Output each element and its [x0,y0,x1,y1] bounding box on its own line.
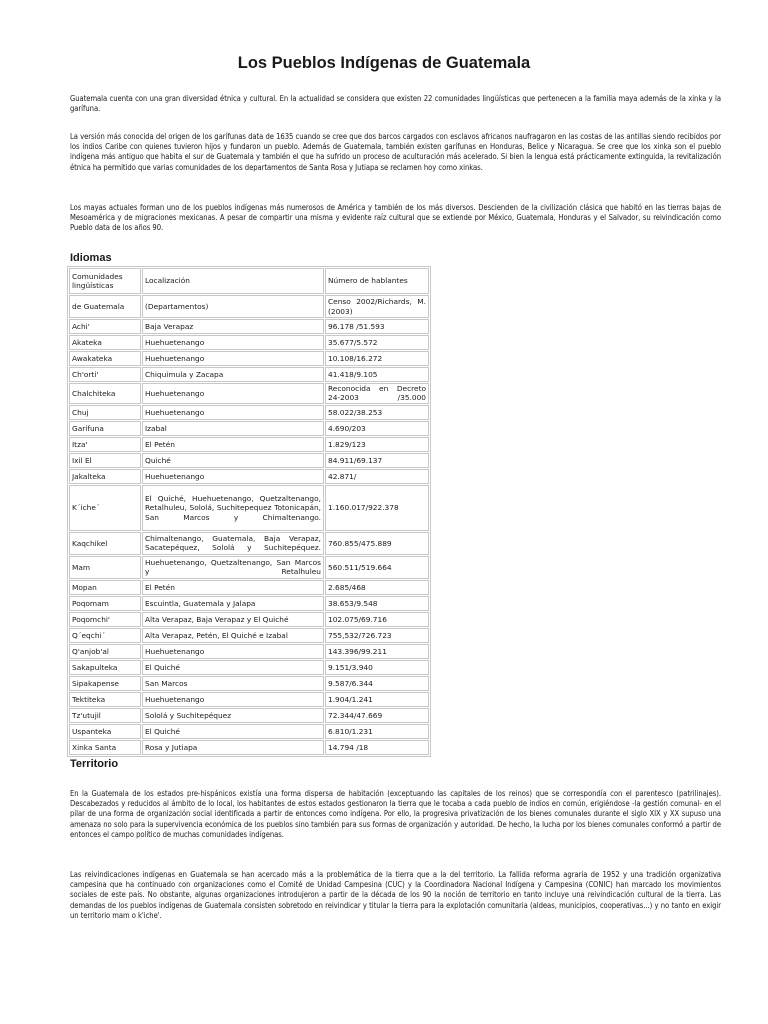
hablantes-cell: 72.344/47.669 [325,708,429,723]
comunidad-cell: Uspanteka [69,724,141,739]
localizacion-cell: Huehuetenango [142,335,324,350]
hablantes-cell: 143.396/99.211 [325,644,429,659]
comunidad-cell: Sipakapense [69,676,141,691]
localizacion-cell: Alta Verapaz, Petén, El Quiché e Izabal [142,628,324,643]
localizacion-cell: Huehuetenango [142,383,324,404]
table-row [69,485,429,531]
garifuna-paragraph: La versión más conocida del origen de los garífunas data de 1635 cuando se cree que dos barcos cargados con esclavos africanos naufragaron en las costas de las antillas siendo recibidos por los indios Caribe con quienes tuvieron hijos y fundaron un pueblo. Además de Guatemala, también existen garífunas en Honduras, Belice y Nicaragua. Se cree que los xinka son el pueblo indígena más antiguo que habita el sur de Guatemala y también el que ha sufrido un proceso de aculturación más acelerado. Si bien la lengua está prácticamente extinguida, la revitalización étnica ha permitido que varias comunidades de los departamentos de Santa Rosa y Jutiapa se reclamen hoy como xinkas. [70,132,721,172]
localizacion-cell: El Petén [142,437,324,452]
comunidad-cell: Q´eqchi´ [69,628,141,643]
localizacion-cell: El Quiché [142,724,324,739]
hablantes-cell: 560.511/519.664 [325,556,429,579]
table-row [69,676,429,691]
comunidad-cell: Poqomchi' [69,612,141,627]
table-row [69,437,429,452]
table-row [69,724,429,739]
intro-paragraph: Guatemala cuenta con una gran diversidad étnica y cultural. En la actualidad se considera que existen 22 comunidades lingüísticas que pertenecen a la familia maya además de la xinka y la garífuna. [70,94,721,114]
localizacion-cell: Huehuetenango [142,644,324,659]
hablantes-cell: 38.653/9.548 [325,596,429,611]
hablantes-cell: 1.160.017/922.378 [325,485,429,531]
header-cell-comunidades: Comunidades lingüísticas [69,268,141,294]
localizacion-cell: El Petén [142,580,324,595]
localizacion-cell: El Quiché, Huehuetenango, Quetzaltenango, Retalhuleu, Sololá, Suchitepequez Totonicapán, San Marcos y Chimaltenango. [142,485,324,531]
hablantes-cell: 1.829/123 [325,437,429,452]
table-row [69,367,429,382]
comunidad-cell: Awakateka [69,351,141,366]
table-row [69,421,429,436]
hablantes-cell: 760.855/475.889 [325,532,429,555]
hablantes-cell: 96.178 /51.593 [325,319,429,334]
table-row [69,335,429,350]
hablantes-cell: 42.871/ [325,469,429,484]
comunidad-cell: Kaqchikel [69,532,141,555]
comunidad-cell: Q'anjob'al [69,644,141,659]
header-cell-localizacion: Localización [142,268,324,294]
hablantes-cell: 2.685/468 [325,580,429,595]
table-row [69,556,429,579]
localizacion-cell: Alta Verapaz, Baja Verapaz y El Quiché [142,612,324,627]
comunidad-cell: K´iche´ [69,485,141,531]
table-row [69,469,429,484]
localizacion-cell: Escuintla, Guatemala y Jalapa [142,596,324,611]
localizacion-cell: Sololá y Suchitepéquez [142,708,324,723]
comunidad-cell: Ixil El [69,453,141,468]
localizacion-cell: San Marcos [142,676,324,691]
hablantes-cell: 41.418/9.105 [325,367,429,382]
hablantes-cell: 35.677/5.572 [325,335,429,350]
comunidad-cell: Mam [69,556,141,579]
localizacion-cell: Huehuetenango [142,692,324,707]
table-row [69,612,429,627]
comunidad-cell: Jakalteka [69,469,141,484]
comunidad-cell: Poqomam [69,596,141,611]
hablantes-cell: Censo 2002/Richards, M. (2003) [325,295,429,318]
localizacion-cell: Quiché [142,453,324,468]
comunidad-cell: Tektiteka [69,692,141,707]
table-row [69,351,429,366]
hablantes-cell: 4.690/203 [325,421,429,436]
table-row [69,644,429,659]
hablantes-cell: 9.587/6.344 [325,676,429,691]
table-row [69,383,429,404]
table-row [69,580,429,595]
hablantes-cell: 755,532/726.723 [325,628,429,643]
table-row [69,295,429,318]
comunidad-cell: de Guatemala [69,295,141,318]
localizacion-cell: Huehuetenango, Quetzaltenango, San Marcos y Retalhuleu [142,556,324,579]
localizacion-cell: Huehuetenango [142,351,324,366]
comunidad-cell: Akateka [69,335,141,350]
comunidad-cell: Achi' [69,319,141,334]
comunidad-cell: Mopan [69,580,141,595]
localizacion-cell: Chiquimula y Zacapa [142,367,324,382]
localizacion-cell: (Departamentos) [142,295,324,318]
hablantes-cell: 9.151/3.940 [325,660,429,675]
localizacion-cell: El Quiché [142,660,324,675]
territorio-paragraph-2: Las reivindicaciones indígenas en Guatemala se han acercado más a la problemática de la tierra que a la del territorio. La fallida reforma agraria de 1952 y una tradición organizativa campesina que ha continuado con organizaciones como el Comité de Unidad Campesina (CUC) y la Coordinadora Nacional Indígena y Campesina (CONIC) han marcado los movimientos sociales de este país. No obstante, algunas organizaciones introdujeron a partir de la década de los 90 la noción de territorio en tanto incluye una reivindicación cultural de la tierra. Las demandas de los pueblos indígenas de Guatemala consisten sobretodo en reivindicar y titular la tierra para la explotación comunitaria (aldeas, municipios, cooperativas...) y no tanto en exigir un territorio mam o k'iche'. [70,870,721,920]
comunidad-cell: Ch'orti' [69,367,141,382]
mayas-paragraph: Los mayas actuales forman uno de los pueblos indígenas más numerosos de América y también de los más diversos. Descienden de la civilización clásica que habitó en las tierras bajas de Mesoamérica y de migraciones mexicanas. A pesar de compartir una misma y evidente raíz cultural que se extiende por México, Guatemala, Honduras y el Salvador, su reivindicación como Pueblo data de los años 90. [70,203,721,233]
hablantes-cell: 102.075/69.716 [325,612,429,627]
localizacion-cell: Chimaltenango, Guatemala, Baja Verapaz, Sacatepéquez, Sololá y Suchitepéquez. [142,532,324,555]
localizacion-cell: Baja Verapaz [142,319,324,334]
hablantes-cell: 6.810/1.231 [325,724,429,739]
hablantes-cell: 58.022/38.253 [325,405,429,420]
table-row [69,405,429,420]
table-row [69,319,429,334]
localizacion-cell: Rosa y Jutiapa [142,740,324,755]
localizacion-cell: Huehuetenango [142,405,324,420]
page-title: Los Pueblos Indígenas de Guatemala [237,54,531,72]
table-header-row [69,268,429,294]
hablantes-cell: Reconocida en Decreto 24-2003 /35.000 [325,383,429,404]
table-row [69,692,429,707]
localizacion-cell: Huehuetenango [142,469,324,484]
territorio-paragraph-1: En la Guatemala de los estados pre-hispánicos existía una forma dispersa de habitación (exceptuando las capitales de los reinos) que se correspondía con el parentesco (patrilinajes). Descabezados y reducidos al ámbito de lo local, los habitantes de estos estados gestionaron la tierra que le tocaba a cada pueblo de indios en común, erigiéndose -la gestión comunal- en el pilar de una forma de organización social identificada a partir de entonces como indígena. Por ello, la progresiva privatización de los bienes comunales durante el siglo XIX y XX supuso una amenaza no solo para la supervivencia económica de los pueblos sino también para sus formas de organización y autoridad. De hecho, la lucha por los bienes comunales conformó a partir de entonces el campo político de muchas comunidades indígenas. [70,789,721,839]
table-row [69,628,429,643]
comunidad-cell: Sakapulteka [69,660,141,675]
comunidad-cell: Garífuna [69,421,141,436]
idiomas-heading: Idiomas [70,252,112,264]
territorio-heading: Territorio [70,758,119,770]
comunidad-cell: Chalchiteka [69,383,141,404]
localizacion-cell: Izabal [142,421,324,436]
hablantes-cell: 14.794 /18 [325,740,429,755]
table-row [69,596,429,611]
table-row [69,532,429,555]
table-row [69,660,429,675]
header-cell-hablantes: Número de hablantes [325,268,429,294]
idiomas-table [67,266,431,757]
comunidad-cell: Itza' [69,437,141,452]
table-row [69,740,429,755]
comunidad-cell: Xinka Santa [69,740,141,755]
comunidad-cell: Tz'utujil [69,708,141,723]
hablantes-cell: 1.904/1.241 [325,692,429,707]
hablantes-cell: 10.108/16.272 [325,351,429,366]
table-row [69,453,429,468]
comunidad-cell: Chuj [69,405,141,420]
hablantes-cell: 84.911/69.137 [325,453,429,468]
table-row [69,708,429,723]
